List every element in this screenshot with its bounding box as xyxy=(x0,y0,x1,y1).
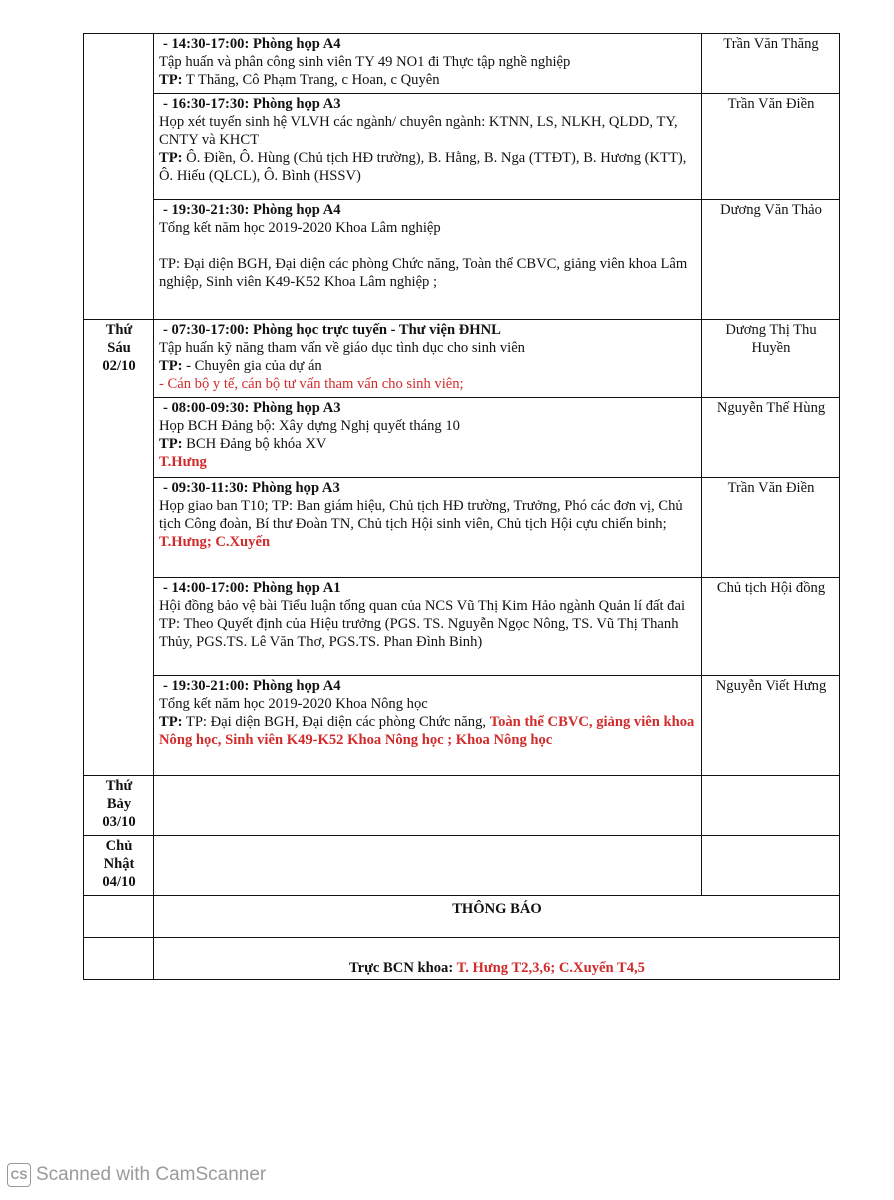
person-in-charge: Chủ tịch Hội đồng xyxy=(702,578,840,676)
day-cell-friday xyxy=(84,320,154,776)
table-row xyxy=(84,578,840,676)
event-cell xyxy=(154,578,702,676)
event-cell xyxy=(154,200,702,320)
person-in-charge: Dương Văn Thảo xyxy=(702,200,840,320)
event-cell xyxy=(154,34,702,94)
event-time: - 07:30-17:00: Phòng học trực tuyến - Thư viện ĐHNL xyxy=(163,322,501,338)
event-time: - 19:30-21:30: Phòng họp A4 xyxy=(163,202,341,218)
person-in-charge: Nguyễn Thế Hùng xyxy=(702,398,840,478)
person-in-charge: Trần Văn Điền xyxy=(702,94,840,200)
person-in-charge: Trần Văn Điền xyxy=(702,478,840,578)
event-cell xyxy=(154,94,702,200)
day-cell-sunday xyxy=(84,836,154,896)
event-cell xyxy=(154,398,702,478)
camscanner-logo-icon: CS xyxy=(7,1163,31,1187)
camscanner-text: Scanned with CamScanner xyxy=(36,1164,267,1185)
table-row xyxy=(84,776,840,836)
event-description: Tổng kết năm học 2019-2020 Khoa Nông học xyxy=(159,696,428,712)
event-description: Họp xét tuyển sinh hệ VLVH các ngành/ chuyên ngành: KTNN, LS, NLKH, QLDD, TY, CNTY và KHCT xyxy=(159,114,678,148)
event-note: - Cán bộ y tế, cán bộ tư vấn tham vấn cho sinh viên; xyxy=(159,376,464,392)
event-description: Tập huấn kỹ năng tham vấn về giáo dục tình dục cho sinh viên xyxy=(159,340,525,356)
duty-value: T. Hưng T2,3,6; C.Xuyến T4,5 xyxy=(453,960,645,976)
event-participants: TP: Đại diện BGH, Đại diện các phòng Chức năng, Toàn thể CBVC, giảng viên khoa Lâm nghiệp, Sinh viên K49-K52 Khoa Lâm nghiệp ; xyxy=(159,256,688,290)
event-note: T.Hưng xyxy=(159,454,207,470)
event-participants: TP: Theo Quyết định của Hiệu trưởng (PGS. TS. Nguyễn Ngọc Nông, TS. Vũ Thị Thanh Thủy, PGS.TS. Lê Văn Thơ, PGS.TS. Phan Đình Binh) xyxy=(159,616,679,650)
event-cell-empty xyxy=(154,776,702,836)
event-time: - 16:30-17:30: Phòng họp A3 xyxy=(163,96,341,112)
event-time: - 14:00-17:00: Phòng họp A1 xyxy=(163,580,341,596)
day-name: Thứ xyxy=(105,322,133,338)
table-row xyxy=(84,478,840,578)
person-in-charge: Dương Thị Thu Huyền xyxy=(702,320,840,398)
day-sub: Nhật xyxy=(103,856,135,872)
event-description: Họp BCH Đảng bộ: Xây dựng Nghị quyết tháng 10 xyxy=(159,418,460,434)
event-description: Tập huấn và phân công sinh viên TY 49 NO1 đi Thực tập nghề nghiệp xyxy=(159,54,571,70)
table-row xyxy=(84,34,840,94)
event-time: - 09:30-11:30: Phòng họp A3 xyxy=(163,480,340,496)
table-row xyxy=(84,320,840,398)
table-row xyxy=(84,836,840,896)
event-cell xyxy=(154,676,702,776)
event-note: T.Hưng; C.Xuyến xyxy=(159,534,271,550)
event-time: - 14:30-17:00: Phòng họp A4 xyxy=(163,36,341,52)
event-participants: TP: BCH Đảng bộ khóa XV xyxy=(159,436,327,452)
table-row xyxy=(84,200,840,320)
event-cell-empty xyxy=(154,836,702,896)
day-date: 03/10 xyxy=(102,814,136,830)
event-participants: TP: T Thăng, Cô Phạm Trang, c Hoan, c Quyên xyxy=(159,72,440,88)
event-time: - 19:30-21:00: Phòng họp A4 xyxy=(163,678,341,694)
notice-left-cell xyxy=(84,896,154,938)
notice-title: THÔNG BÁO xyxy=(154,896,840,938)
day-name: Thứ xyxy=(105,778,133,794)
day-cell-saturday xyxy=(84,776,154,836)
table-row xyxy=(84,676,840,776)
event-description: Họp giao ban T10; TP: Ban giám hiệu, Chủ tịch HĐ trường, Trưởng, Phó các đơn vị, Chủ tịch Công đoàn, Bí thư Đoàn TN, Chủ tịch Hội sinh viên, Chủ tịch Hội cựu chiến binh; xyxy=(159,498,683,532)
table-row xyxy=(84,938,840,980)
duty-notice xyxy=(154,938,840,980)
day-sub: Bảy xyxy=(106,796,132,812)
person-in-charge: Trần Văn Thăng xyxy=(702,34,840,94)
event-participants: TP: - Chuyên gia của dự án xyxy=(159,358,322,374)
camscanner-watermark xyxy=(7,1163,266,1187)
person-in-charge-empty xyxy=(702,836,840,896)
person-in-charge-empty xyxy=(702,776,840,836)
day-date: 02/10 xyxy=(102,358,136,374)
person-in-charge: Nguyễn Viết Hưng xyxy=(702,676,840,776)
day-cell-continued xyxy=(84,34,154,320)
day-sub: Sáu xyxy=(107,340,131,356)
event-participants: TP: TP: Đại diện BGH, Đại diện các phòng Chức năng, Toàn thể CBVC, giảng viên khoa Nông học, Sinh viên K49-K52 Khoa Nông học ; Khoa Nông học xyxy=(159,714,695,748)
schedule-table xyxy=(83,33,840,980)
event-time: - 08:00-09:30: Phòng họp A3 xyxy=(163,400,341,416)
day-name: Chủ xyxy=(105,838,133,854)
table-row xyxy=(84,398,840,478)
event-cell xyxy=(154,478,702,578)
event-cell xyxy=(154,320,702,398)
event-participants: TP: Ô. Điền, Ô. Hùng (Chủ tịch HĐ trường), B. Hằng, B. Nga (TTĐT), B. Hương (KTT), Ô. Hiếu (QLCL), Ô. Bình (HSSV) xyxy=(159,150,687,184)
table-row xyxy=(84,896,840,938)
event-description: Tổng kết năm học 2019-2020 Khoa Lâm nghiệp xyxy=(159,220,441,236)
event-description: Hội đồng bảo vệ bài Tiểu luận tổng quan của NCS Vũ Thị Kim Hảo ngành Quản lí đất đai xyxy=(159,598,685,614)
day-date: 04/10 xyxy=(102,874,136,890)
notice-left-cell xyxy=(84,938,154,980)
table-row xyxy=(84,94,840,200)
duty-label: Trực BCN khoa: xyxy=(349,960,454,976)
